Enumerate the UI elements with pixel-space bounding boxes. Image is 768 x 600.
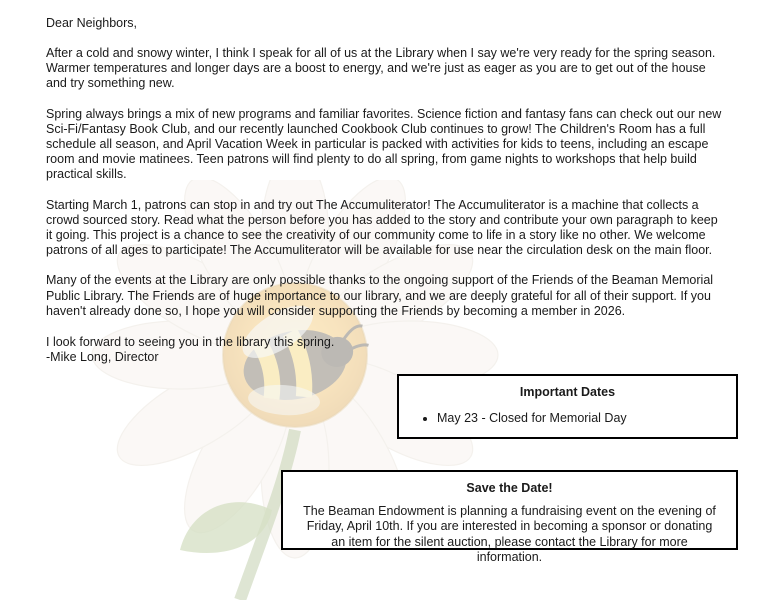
save-the-date-box (281, 470, 738, 565)
important-dates-box (397, 374, 738, 439)
letter-paragraph-4: Many of the events at the Library are only possible thanks to the ongoing support of the Friends of the Beaman Memorial Public Library. The Friends are of huge importance to our library, and we are deeply grateful for all of their support. If you haven't already done so, I hope you will consider supporting the Friends by becoming a member in 2026. (46, 273, 714, 318)
letter-salutation: Dear Neighbors, (46, 16, 138, 30)
important-dates-list (399, 410, 736, 426)
letter-paragraph-3: Starting March 1, patrons can stop in and try out The Accumuliterator! The Accumuliterator is a machine that collects a crowd sourced story. Read what the person before you has added to the story and contribute your own paragraph to keep it going. This project is a chance to see the creativity of our community come to life in a story like no other. We welcome patrons of all ages to participate! The Accumuliterator will be available for use near the circulation desk on the main floor. (46, 197, 718, 258)
important-dates-title: Important Dates (519, 385, 616, 399)
list-item: • May 23 - Closed for Memorial Day (437, 410, 736, 426)
letter-closing-line: I look forward to seeing you in the library this spring. (46, 335, 335, 350)
letter-signature: -Mike Long, Director (46, 350, 159, 365)
letter-paragraph-2: Spring always brings a mix of new programs and familiar favorites. Science fiction and fantasy fans can check out our new Sci-Fi/Fantasy Book Club, and our recently launched Cookbook Club continues to grow! The Children's Room has a full schedule all season, and April Vacation Week in particular is packed with activities for kids to teens, including an escape room and movie matinees. Teen patrons will find plenty to do all spring, from game nights to workshops that help build practical skills. (46, 106, 722, 182)
save-the-date-text: The Beaman Endowment is planning a fundraising event on the evening of Friday, April 10th. If you are interested in becoming a sponsor or donating an item for the silent auction, please contact the Library for more information. (303, 504, 716, 565)
save-the-date-title: Save the Date! (466, 481, 553, 495)
letter-closing (46, 335, 722, 365)
letter-paragraph-1: After a cold and snowy winter, I think I speak for all of us at the Library when I say we're very ready for the spring season. Warmer temperatures and longer days are a boost to energy, and we're just as eager as you are to get out of the house and try something new. (46, 46, 716, 91)
